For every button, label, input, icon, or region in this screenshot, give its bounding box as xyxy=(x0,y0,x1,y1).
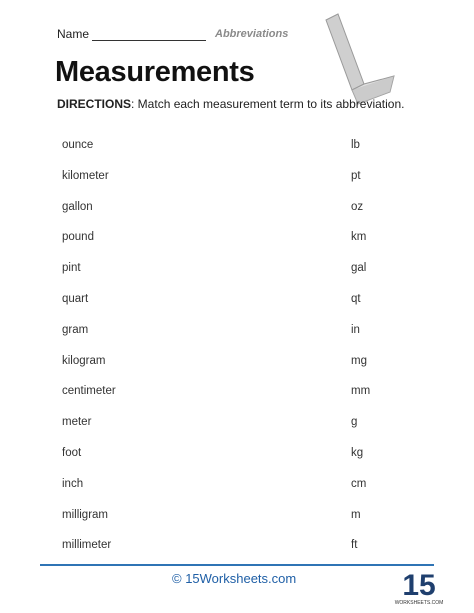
list-item: g xyxy=(351,416,358,429)
list-item: pt xyxy=(351,169,361,182)
footer-divider xyxy=(40,564,434,566)
list-item: lb xyxy=(351,139,360,151)
list-item: gallon xyxy=(62,200,93,213)
list-item: oz xyxy=(351,200,364,213)
directions-text: : Match each measurement term to its abbreviation. xyxy=(131,97,405,111)
terms-column xyxy=(62,138,116,569)
15worksheets-logo xyxy=(394,565,444,607)
list-item: gram xyxy=(62,323,89,336)
list-item: in xyxy=(351,323,360,336)
list-item: gal xyxy=(351,262,367,275)
list-item: pint xyxy=(62,262,81,275)
list-item: ft xyxy=(351,539,358,552)
list-item: inch xyxy=(62,477,84,490)
list-item: meter xyxy=(62,416,92,429)
logo-caption: WORKSHEETS.COM xyxy=(394,600,444,606)
list-item: kg xyxy=(351,446,364,459)
list-item: qt xyxy=(351,292,361,305)
list-item: m xyxy=(351,508,361,521)
list-item: milligram xyxy=(62,508,108,521)
list-item: foot xyxy=(62,446,82,459)
list-item: mm xyxy=(351,385,371,398)
footer-link[interactable]: © 15Worksheets.com xyxy=(172,571,297,586)
list-item: millimeter xyxy=(62,539,112,552)
list-item: cm xyxy=(351,477,367,490)
list-item: kilogram xyxy=(62,354,106,367)
list-item: centimeter xyxy=(62,385,116,398)
list-item: km xyxy=(351,231,367,244)
list-item: kilometer xyxy=(62,169,109,182)
name-write-line[interactable] xyxy=(92,40,206,41)
list-item: ounce xyxy=(62,139,94,151)
list-item: quart xyxy=(62,292,89,305)
abbreviations-column xyxy=(351,138,370,569)
directions xyxy=(57,97,404,111)
list-item: mg xyxy=(351,354,367,367)
list-item: pound xyxy=(62,231,94,244)
topic-label: Abbreviations xyxy=(215,28,289,40)
name-label: Name xyxy=(57,27,90,41)
directions-label: DIRECTIONS xyxy=(57,97,132,111)
page-title: Measurements xyxy=(55,56,255,88)
logo-number: 15 xyxy=(402,569,436,602)
